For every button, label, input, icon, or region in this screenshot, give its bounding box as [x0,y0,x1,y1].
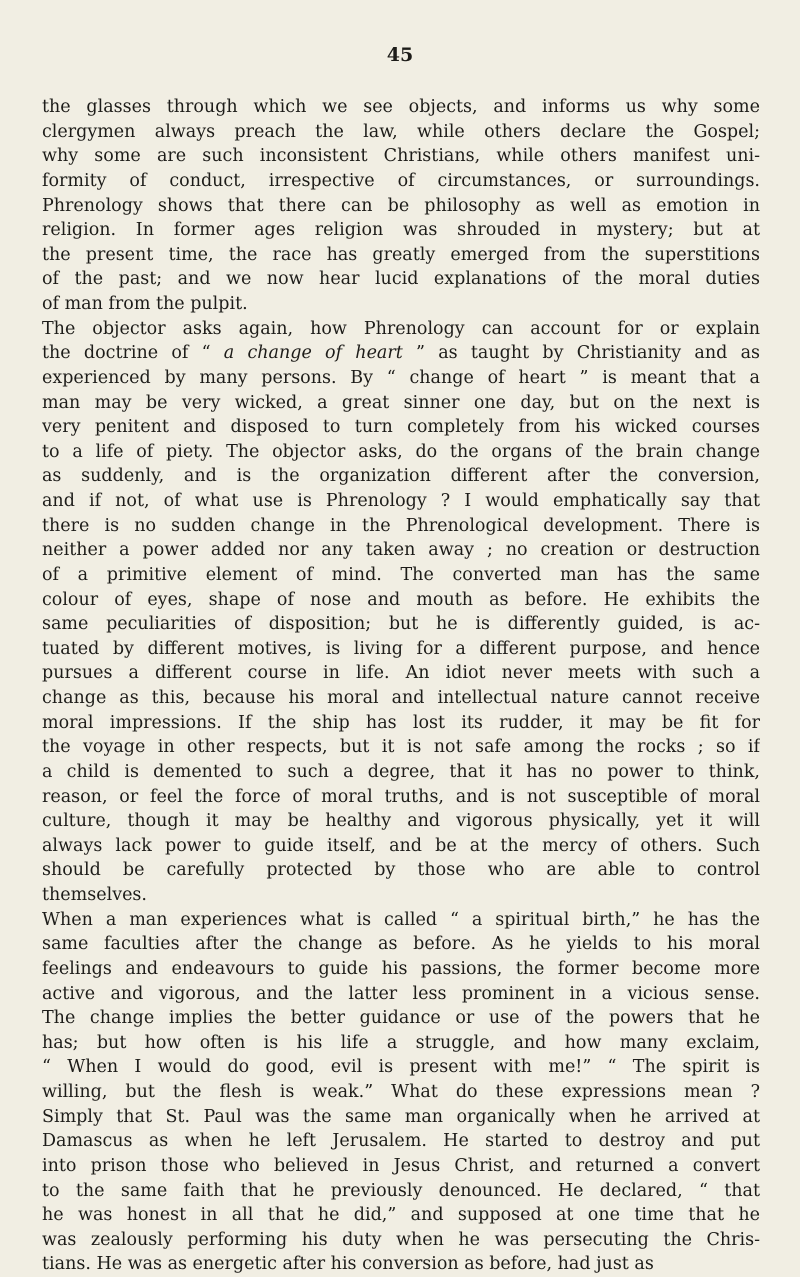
text-line: same faculties after the change as before. As he yields to his moral [42,934,760,955]
text-line: The change implies the better guidance or use of the powers that he [42,1008,760,1029]
text-line: colour of eyes, shape of nose and mouth as before. He exhibits the [42,589,760,610]
body-text [42,95,760,1277]
text-line: culture, though it may be healthy and vigorous physically, yet it will [42,811,760,832]
text-line: Damascus as when he left Jerusalem. He started to destroy and put [42,1131,760,1152]
text-line: change as this, because his moral and intellectual nature cannot receive [42,688,760,708]
text-line: tians. He was as energetic after his conversion as before, had just as [42,1254,654,1275]
text-line: tuated by different motives, is living for a different purpose, and hence [42,638,760,659]
text-line: themselves. [42,885,147,905]
text-line: the glasses through which we see objects, and informs us why some [42,97,760,117]
text-line: religion. In former ages religion was shrouded in mystery; but at [42,220,760,241]
text-line: formity of conduct, irrespective of circumstances, or surroundings. [42,170,760,191]
text-line: pursues a different course in life. An idiot never meets with such a [42,663,760,684]
text-line: was zealously performing his duty when he was persecuting the Chris- [42,1229,760,1250]
text-line: Phrenology shows that there can be philosophy as well as emotion in [42,195,760,216]
text-line: man may be very wicked, a great sinner one day, but on the next is [42,392,760,413]
text-line: experienced by many persons. By “ change of heart ” is meant that a [42,367,760,388]
text-line: he was honest in all that he did,” and supposed at one time that he [42,1205,760,1226]
text-line: Simply that St. Paul was the same man organically when he arrived at [42,1106,760,1127]
text-line: of a primitive element of mind. The converted man has the same [42,564,760,585]
text-line: a child is demented to such a degree, that it has no power to think, [42,761,760,782]
text-line: there is no sudden change in the Phrenological development. There is [42,515,760,536]
text-line: to the same faith that he previously denounced. He declared, “ that [42,1180,760,1201]
text-line: moral impressions. If the ship has lost its rudder, it may be fit for [42,712,760,733]
text-line: the doctrine of “ a change of heart ” as taught by Christianity and as [42,343,760,364]
text-line: The objector asks again, how Phrenology can account for or explain [42,318,760,339]
text-line: has; but how often is his life a struggle, and how many exclaim, [42,1032,760,1053]
text-line: always lack power to guide itself, and be at the mercy of others. Such [42,835,760,856]
text-line: of man from the pulpit. [42,294,248,314]
text-line: as suddenly, and is the organization different after the conversion, [42,466,760,487]
text-line: “ When I would do good, evil is present with me!” “ The spirit is [42,1057,760,1078]
text-line: willing, but the flesh is weak.” What do these expressions mean ? [42,1082,760,1102]
text-line: same peculiarities of disposition; but he is differently guided, is ac- [42,614,760,635]
text-line: should be carefully protected by those who are able to control [42,860,760,881]
text-line: feelings and endeavours to guide his passions, the former become more [42,958,760,979]
text-line: reason, or feel the force of moral truths, and is not susceptible of moral [42,786,760,807]
text-line: the voyage in other respects, but it is not safe among the rocks ; so if [42,737,760,758]
text-line: neither a power added nor any taken away ; no creation or destruction [42,540,760,561]
text-line: the present time, the race has greatly emerged from the superstitions [42,244,760,265]
text-line: very penitent and disposed to turn completely from his wicked courses [42,417,760,438]
text-line: to a life of piety. The objector asks, do the organs of the brain change [42,441,760,462]
text-line: into prison those who believed in Jesus Christ, and returned a convert [42,1155,760,1176]
text-line: When a man experiences what is called “ a spiritual birth,” he has the [42,909,760,930]
text-line: of the past; and we now hear lucid explanations of the moral duties [42,269,760,290]
text-line: active and vigorous, and the latter less prominent in a vicious sense. [42,983,760,1004]
text-line: why some are such inconsistent Christians, while others manifest uni- [42,146,760,167]
text-line: clergymen always preach the law, while others declare the Gospel; [42,121,760,142]
page-number: 45 [386,44,414,66]
text-line: and if not, of what use is Phrenology ? I would emphatically say that [42,491,760,511]
